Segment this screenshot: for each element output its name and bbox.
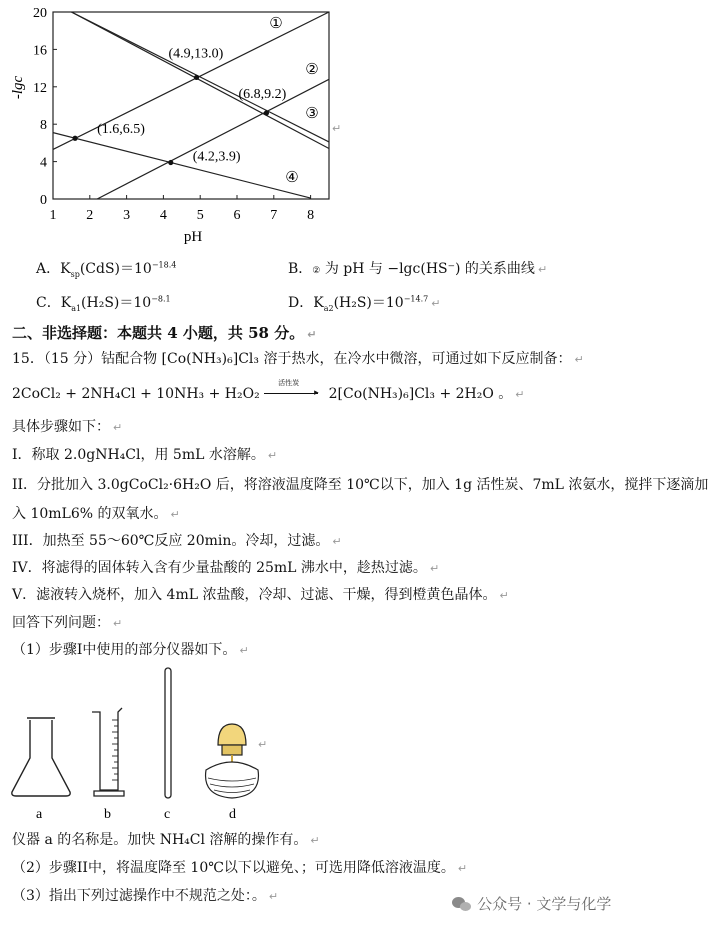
intersection-point [194, 75, 199, 80]
return-mark: ↵ [332, 122, 342, 135]
curve-label: ② [305, 60, 319, 78]
point-label: (6.8,9.2) [238, 86, 287, 102]
x-tick-label: 6 [233, 208, 241, 223]
curve-label: ① [269, 14, 283, 32]
conical-flask-icon [12, 718, 70, 796]
section-heading: 二、非选择题：本题共 4 小题，共 58 分。 ↵ [12, 324, 317, 342]
option-a-letter: A． [36, 261, 61, 277]
ph-lgc-chart [0, 0, 340, 250]
curve-label: ④ [285, 168, 299, 186]
label-b: b [104, 807, 111, 822]
option-b-circle: ② [312, 266, 321, 276]
x-tick-label: 4 [159, 208, 167, 223]
watermark: 公众号 · 文学与化学 [452, 893, 611, 914]
chart-plot-area [10, 6, 341, 245]
option-d: D．$K_{a2}(H_2S)=10^{-14.7}$ ↵ [288, 294, 441, 313]
option-d-sub: a2 [323, 303, 334, 313]
alcohol-lamp-icon [206, 724, 259, 798]
intersection-point [168, 160, 173, 165]
option-c-letter: C． [36, 295, 61, 311]
reaction-equation: 2CoCl₂ + 2NH₄Cl + 10NH₃ + H₂O₂ 活性炭 ▸ 2[Co(NH₃)₆]Cl₃ + 2H₂O 。 ↵ [12, 379, 525, 402]
sub-question-3: （3）指出下列过滤操作中不规范之处：。 ↵ [12, 888, 279, 904]
intersection-point [264, 110, 269, 115]
x-axis-title: pH [183, 229, 203, 245]
label-c: c [164, 807, 171, 822]
intersection-point [72, 136, 77, 141]
option-c-k: K [60, 295, 72, 311]
sub1-text: 仪器 a 的名称是。加快 NH₄Cl 溶解的操作有。 ↵ [12, 832, 320, 848]
option-d-text: (H₂S)＝10 [333, 295, 404, 311]
option-b-text: 为 pH 与 −lgc(HS⁻) 的关系曲线 [324, 261, 535, 277]
step-5: V．滤液转入烧杯，加入 4mL 浓盐酸，冷却、过滤、干燥，得到橙黄色晶体。 ↵ [12, 587, 509, 603]
step-3: III．加热至 55～60℃反应 20min。冷却，过滤。 ↵ [12, 533, 342, 549]
option-d-exp: −14.7 [403, 294, 429, 304]
option-a [36, 258, 176, 279]
y-tick-label: 16 [33, 43, 47, 59]
steps-title: 具体步骤如下： ↵ [12, 419, 123, 435]
x-tick-label: 1 [49, 208, 57, 223]
option-c-exp: −8.1 [151, 294, 171, 304]
y-tick-label: 8 [40, 118, 47, 134]
label-d: d [229, 807, 236, 822]
catalyst-label: 活性炭 [278, 379, 300, 387]
x-tick-label: 5 [196, 208, 204, 223]
option-a-sub: sp [70, 269, 80, 279]
point-label: (4.2,3.9) [192, 149, 241, 165]
option-d-k: K [313, 295, 324, 311]
x-tick-label: 8 [307, 208, 315, 223]
y-tick-label: 0 [40, 193, 47, 208]
option-a-k: K [60, 261, 71, 277]
x-tick-label: 3 [123, 208, 131, 223]
option-a-text: (CdS)＝10 [79, 261, 152, 277]
point-label: (4.9,13.0) [168, 46, 224, 62]
x-tick-label: 7 [270, 208, 278, 223]
series-line [53, 12, 329, 149]
step-2-line1: II．分批加入 3.0gCoCl₂·6H₂O 后，将溶液温度降至 10℃以下，加入 1g 活性炭、7mL 浓氨水，搅拌下逐滴加 [12, 477, 708, 493]
option-d-letter: D． [288, 295, 314, 311]
y-axis-title: -lgc [10, 75, 26, 100]
y-tick-label: 4 [40, 155, 47, 171]
y-tick-label: 20 [33, 6, 47, 21]
y-tick-label: 12 [33, 80, 47, 96]
q15-intro: 15．（15 分）钴配合物 [Co(NH₃)₆]Cl₃ 溶于热水，在冷水中微溶，可通过如下反应制备： ↵ [12, 351, 584, 367]
step-1: I．称取 2.0gNH₄Cl，用 5mL 水溶解。 ↵ [12, 447, 278, 463]
reaction-arrow: 活性炭 ▸ [264, 387, 324, 401]
sub-question-2: （2）步骤II中，将温度降至 10℃以下以避免、；可选用降低溶液温度。 ↵ [12, 860, 468, 876]
option-b-letter: B． [288, 261, 313, 277]
option-b: B．② 为 pH 与 −lgc(HS⁻) 的关系曲线 ↵ [288, 261, 548, 277]
point-label: (1.6,6.5) [97, 122, 145, 138]
glass-rod-icon [165, 668, 171, 798]
apparatus-figure [0, 660, 300, 830]
reactants: 2CoCl₂ + 2NH₄Cl + 10NH₃ + H₂O₂ [12, 386, 260, 402]
option-c-text: (H₂S)＝10 [81, 295, 152, 311]
series-line [53, 133, 311, 198]
x-tick-label: 2 [86, 208, 94, 223]
curve-label: ③ [305, 104, 319, 122]
svg-text:↵: ↵ [258, 738, 268, 751]
wechat-icon [452, 897, 472, 913]
option-a-exp: −18.4 [151, 260, 177, 270]
step-2-line2: 入 10mL6% 的双氧水。 ↵ [12, 506, 180, 522]
label-a: a [36, 807, 43, 822]
products: 2[Co(NH₃)₆]Cl₃ + 2H₂O 。 [328, 386, 513, 402]
step-4: IV．将滤得的固体转入含有少量盐酸的 25mL 沸水中，趁热过滤。 ↵ [12, 560, 440, 576]
answer-prompt: 回答下列问题： ↵ [12, 615, 123, 631]
option-c-sub: a1 [71, 303, 82, 313]
option-c [36, 292, 171, 313]
graduated-cylinder-icon [92, 708, 124, 796]
sub-question-1: （1）步骤I中使用的部分仪器如下。 ↵ [12, 642, 249, 658]
